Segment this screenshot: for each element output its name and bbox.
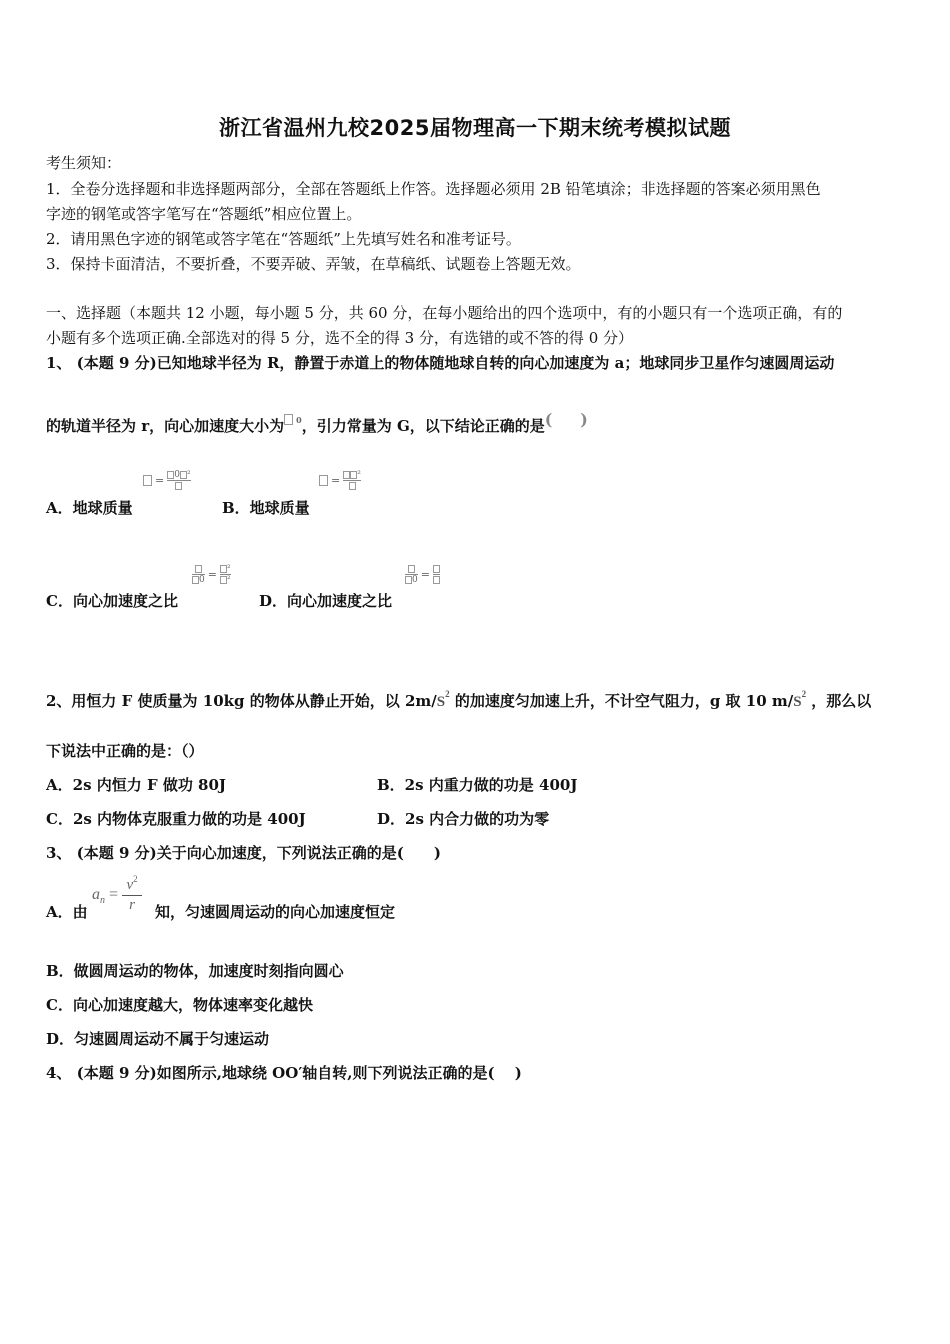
q1-option-d: D．向心加速度之比 <box>259 592 393 610</box>
notice-heading: 考生须知： <box>46 154 122 172</box>
q1-option-c: C．向心加速度之比 <box>46 592 178 610</box>
notice-line-2: 2．请用黑色字迹的钢笔或答字笔在“答题纸”上先填写姓名和准考证号。 <box>46 230 521 248</box>
q3-option-b: B．做圆周运动的物体，加速度时刻指向圆心 <box>46 962 344 980</box>
q2-option-c: C．2s 内物体克服重力做的功是 400J <box>46 810 306 828</box>
q1-answer-blank: ( ) <box>544 410 588 429</box>
notice-line-1b: 字迹的钢笔或答字笔写在“答题纸”相应位置上。 <box>46 205 362 223</box>
q1-a0-symbol: 0 <box>284 414 302 425</box>
q2-unit-1: $S^2$ <box>436 689 450 710</box>
q1-option-a-formula: = 0 ² <box>143 470 191 491</box>
notice-line-1a: 1．全卷分选择题和非选择题两部分，全部在答题纸上作答。选择题必须用 2B 铅笔填涂；非选择题的答案必须用黑色 <box>46 180 821 198</box>
section-line-2: 小题有多个选项正确.全部选对的得 5 分，选不全的得 3 分，有选错的或不答的得 0 分） <box>46 329 634 347</box>
q2-stem-line-1c: ，那么以 <box>811 692 872 710</box>
q3-option-a-prefix: A．由 <box>46 903 88 921</box>
q1-option-a: A．地球质量 <box>46 499 133 517</box>
q3-option-d: D．匀速圆周运动不属于匀速运动 <box>46 1030 270 1048</box>
q1-option-b: B．地球质量 <box>222 499 310 517</box>
q3-stem: 3、 (本题 9 分)关于向心加速度，下列说法正确的是( ) <box>46 844 441 862</box>
page-title: 浙江省温州九校2025届物理高一下期末统考模拟试题 <box>219 116 731 140</box>
q2-option-b: B．2s 内重力做的功是 400J <box>377 776 578 794</box>
q2-stem-line-1 <box>46 690 871 711</box>
section-line-1: 一、选择题（本题共 12 小题，每小题 5 分，共 60 分，在每小题给出的四个选项中，有的小题只有一个选项正确，有的 <box>46 304 843 322</box>
notice-line-3: 3．保持卡面清洁，不要折叠，不要弄破、弄皱，在草稿纸、试题卷上答题无效。 <box>46 255 581 273</box>
q2-stem-line-1a: 2、用恒力 F 使质量为 10kg 的物体从静止开始，以 2m/ <box>46 692 437 710</box>
q2-stem-line-2: 下说法中正确的是：（） <box>46 742 204 760</box>
q2-option-a: A．2s 内恒力 F 做功 80J <box>46 776 227 794</box>
q1-option-d-formula: 0 = <box>405 564 440 585</box>
q1-stem-line-1: 1、 (本题 9 分)已知地球半径为 R，静置于赤道上的物体随地球自转的向心加速度为 a；地球同步卫星作匀速圆周运动 <box>46 354 835 372</box>
q3-option-a-text: 知，匀速圆周运动的向心加速度恒定 <box>155 903 396 921</box>
q1-stem-line-2 <box>46 410 588 436</box>
q3-option-c: C．向心加速度越大，物体速率变化越快 <box>46 996 313 1014</box>
q1-stem-line-2a: 的轨道半径为 r，向心加速度大小为 <box>46 417 285 435</box>
q4-stem: 4、 (本题 9 分)如图所示,地球绕 OO′轴自转,则下列说法正确的是( ) <box>46 1064 522 1082</box>
q1-option-b-formula: = ² <box>319 470 361 491</box>
q3-option-a-formula: $a_n$ = $v^2$ r <box>92 876 142 914</box>
q2-unit-2: $S^2$ <box>793 689 807 710</box>
q1-stem-line-2b: ，引力常量为 G，以下结论正确的是 <box>301 417 545 435</box>
q1-option-c-formula: 0 = $\frac{\text{²}}{\text{²}}$ <box>192 564 231 585</box>
q3-option-a <box>46 901 88 922</box>
q2-stem-line-1b: 的加速度匀加速上升，不计空气阻力，g 取 10 m/ <box>454 692 794 710</box>
q2-option-d: D．2s 内合力做的功为零 <box>377 810 550 828</box>
